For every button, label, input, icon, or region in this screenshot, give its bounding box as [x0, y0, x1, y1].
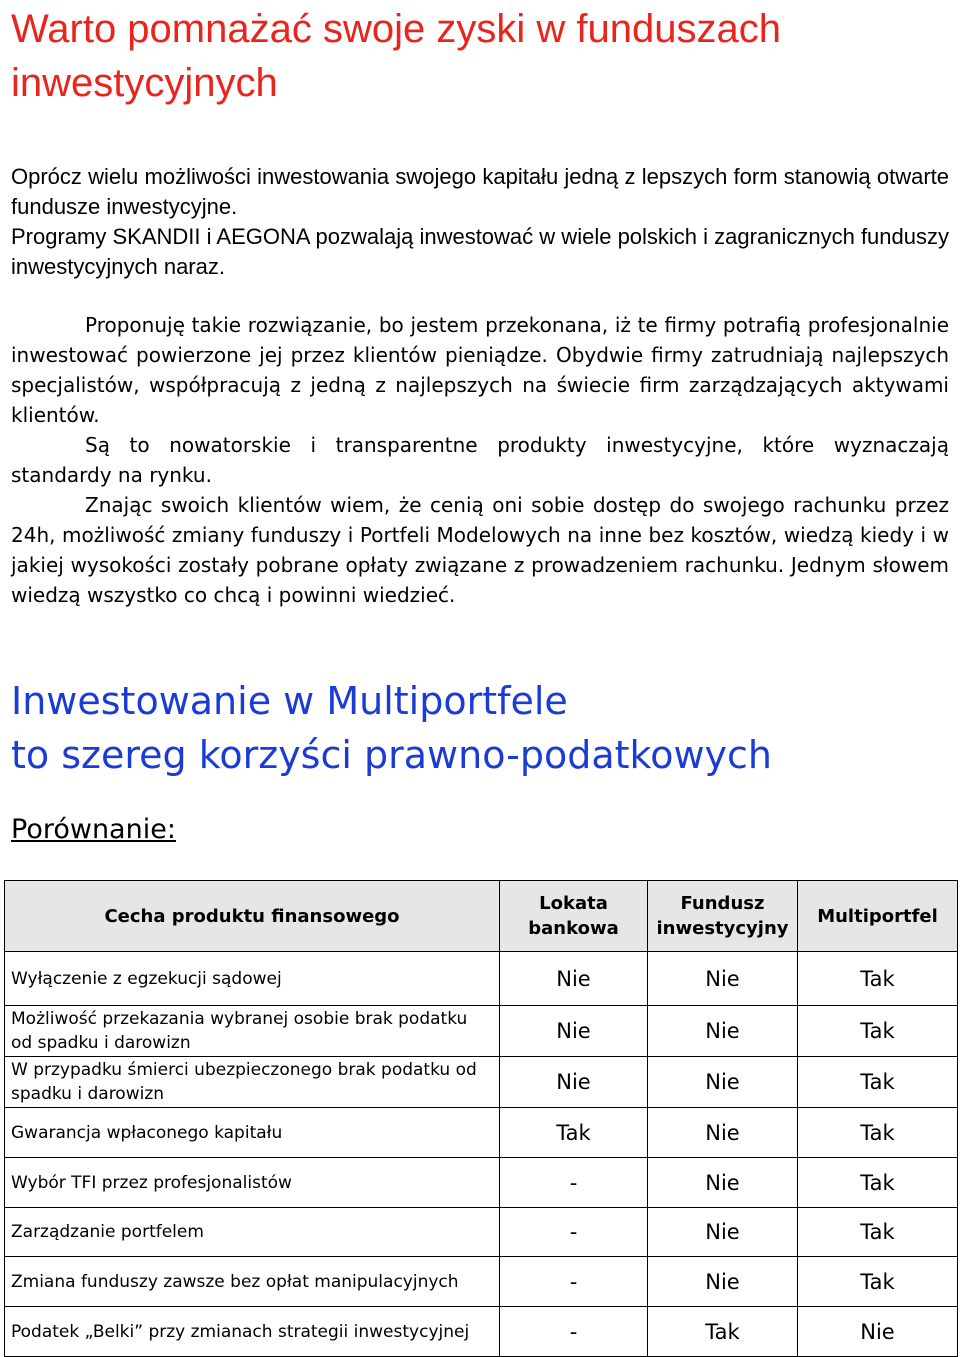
feature-cell: Możliwość przekazania wybranej osobie brak podatku od spadku i darowizn: [5, 1006, 500, 1057]
lokata-cell: -: [500, 1158, 648, 1208]
feature-cell: Gwarancja wpłaconego kapitału: [5, 1108, 500, 1158]
table-row: [5, 1108, 958, 1158]
body-paragraph: Proponuję takie rozwiązanie, bo jestem przekonana, iż te firmy potrafią profesjonalnie inwestować powierzone jej przez klientów pieniądze. Obydwie firmy zatrudniają najlepszych specjalistów, współpracują z jedną z najlepszych na świecie firm zarządzających aktywami klientów.: [11, 313, 949, 427]
multiportfel-cell: Tak: [798, 1057, 958, 1108]
multiportfel-cell: Tak: [798, 1158, 958, 1208]
fundusz-cell: Nie: [648, 952, 798, 1006]
fundusz-cell: Nie: [648, 1006, 798, 1057]
header-lokata: Lokata bankowa: [500, 881, 648, 952]
intro-line: Oprócz wielu możliwości inwestowania swojego kapitału jedną z lepszych form stanowią otwarte fundusze inwestycyjne.: [11, 164, 949, 219]
multiportfel-cell: Tak: [798, 952, 958, 1006]
multiportfel-cell: Tak: [798, 1257, 958, 1307]
fundusz-cell: Nie: [648, 1108, 798, 1158]
feature-cell: Wybór TFI przez profesjonalistów: [5, 1158, 500, 1208]
feature-cell: W przypadku śmierci ubezpieczonego brak podatku od spadku i darowizn: [5, 1057, 500, 1108]
body-text: [11, 310, 949, 610]
body-paragraph: Są to nowatorskie i transparentne produkty inwestycyjne, które wyznaczają standardy na rynku.: [11, 433, 949, 487]
feature-cell: Zmiana funduszy zawsze bez opłat manipulacyjnych: [5, 1257, 500, 1307]
section-title-line: Inwestowanie w Multiportfele: [11, 679, 568, 723]
section-title-line: to szereg korzyści prawno-podatkowych: [11, 733, 772, 777]
table-header-row: [5, 881, 958, 952]
table-row: [5, 1257, 958, 1307]
page-title: Warto pomnażać swoje zyski w funduszach inwestycyjnych: [11, 7, 781, 105]
table-row: [5, 1158, 958, 1208]
body-paragraph: Znając swoich klientów wiem, że cenią oni sobie dostęp do swojego rachunku przez 24h, możliwość zmiany funduszy i Portfeli Modelowych na inne bez kosztów, wiedzą kiedy i w jakiej wysokości zostały pobrane opłaty związane z prowadzeniem rachunku. Jednym słowem wiedzą wszystko co chcą i powinni wiedzieć.: [11, 493, 949, 607]
table-row: [5, 1006, 958, 1057]
section-title: [11, 674, 951, 782]
header-fundusz: Fundusz inwestycyjny: [648, 881, 798, 952]
lokata-cell: -: [500, 1208, 648, 1257]
multiportfel-cell: Tak: [798, 1108, 958, 1158]
lokata-cell: -: [500, 1307, 648, 1357]
table-row: [5, 1057, 958, 1108]
multiportfel-cell: Tak: [798, 1006, 958, 1057]
fundusz-cell: Nie: [648, 1057, 798, 1108]
table-row: [5, 1208, 958, 1257]
header-feature: Cecha produktu finansowego: [5, 881, 500, 952]
intro-text: [11, 162, 949, 282]
feature-cell: Podatek „Belki” przy zmianach strategii inwestycyjnej: [5, 1307, 500, 1357]
lokata-cell: Nie: [500, 1057, 648, 1108]
fundusz-cell: Nie: [648, 1257, 798, 1307]
multiportfel-cell: Tak: [798, 1208, 958, 1257]
header-multiportfel: Multiportfel: [798, 881, 958, 952]
fundusz-cell: Nie: [648, 1208, 798, 1257]
lokata-cell: -: [500, 1257, 648, 1307]
feature-cell: Zarządzanie portfelem: [5, 1208, 500, 1257]
table-row: [5, 1307, 958, 1357]
feature-cell: Wyłączenie z egzekucji sądowej: [5, 952, 500, 1006]
table-row: [5, 952, 958, 1006]
comparison-table: [4, 880, 958, 1357]
lokata-cell: Nie: [500, 1006, 648, 1057]
comparison-heading: Porównanie:: [11, 814, 176, 845]
intro-line: Programy SKANDII i AEGONA pozwalają inwestować w wiele polskich i zagranicznych funduszy inwestycyjnych naraz.: [11, 224, 949, 279]
fundusz-cell: Tak: [648, 1307, 798, 1357]
fundusz-cell: Nie: [648, 1158, 798, 1208]
lokata-cell: Nie: [500, 952, 648, 1006]
lokata-cell: Tak: [500, 1108, 648, 1158]
multiportfel-cell: Nie: [798, 1307, 958, 1357]
